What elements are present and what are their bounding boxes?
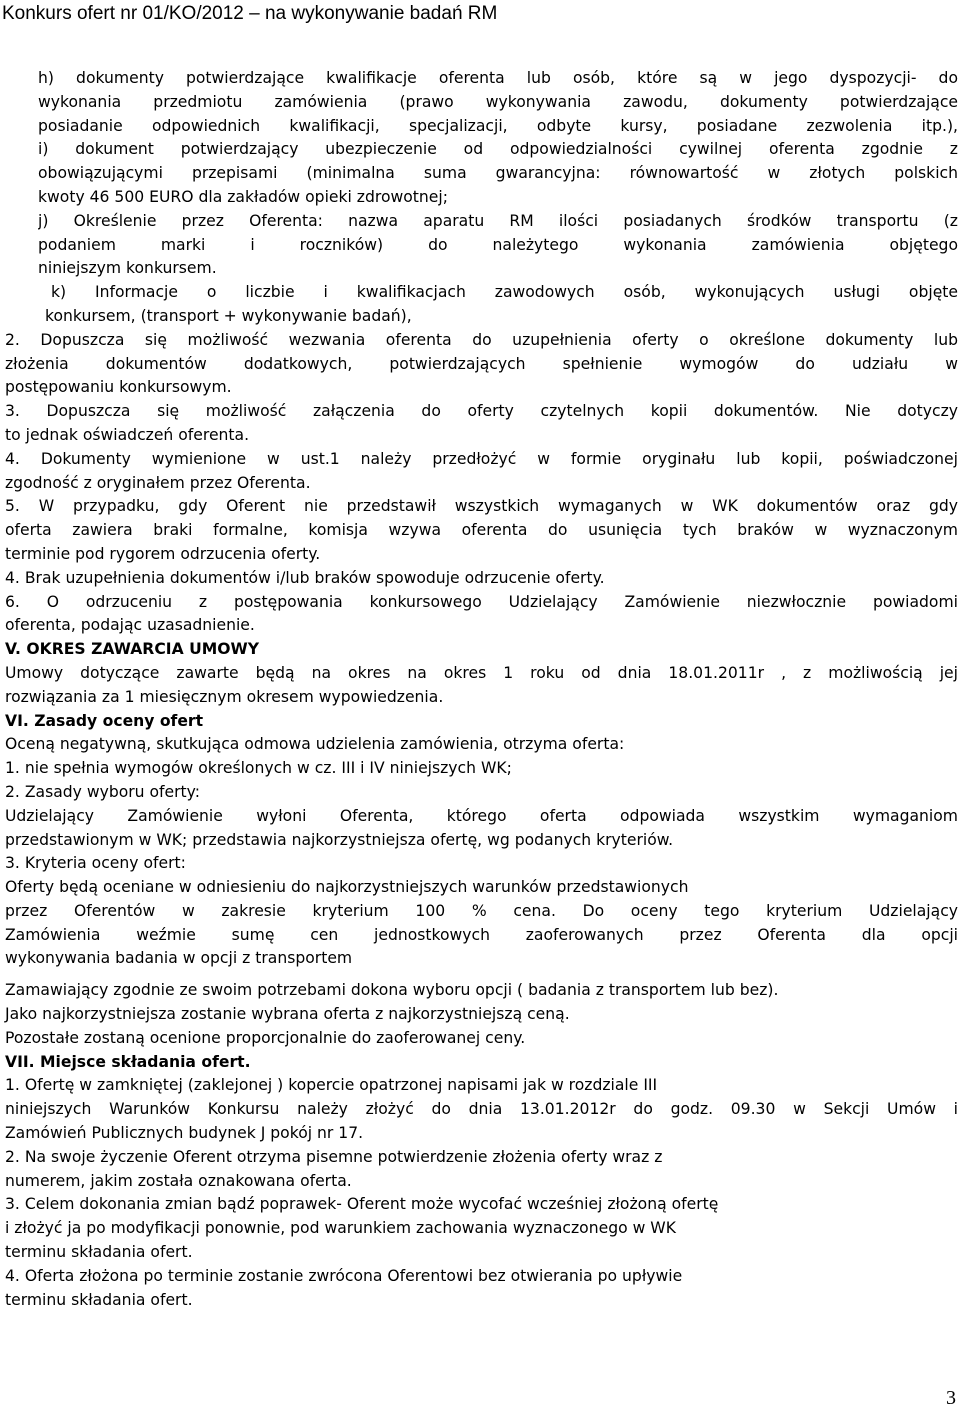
- text-line: oferenta, podając uzasadnienie.: [5, 616, 255, 635]
- text-line: 3. Kryteria oceny ofert:: [5, 854, 186, 873]
- text-line: 1. Ofertę w zamkniętej (zaklejonej ) kopercie opatrzonej napisami jak w rozdziale III: [5, 1076, 658, 1095]
- section-vii: [5, 1051, 958, 1313]
- section-vi: [5, 710, 958, 1051]
- section-v: [5, 638, 958, 709]
- document-header: Konkurs ofert nr 01/KO/2012 – na wykonywanie badań RM: [2, 3, 498, 24]
- text-line: oferta zawiera braki formalne, komisja wzywa oferenta do usunięcia tych braków w wyznaczonym: [5, 521, 958, 540]
- text-line: niniejszych Warunków Konkursu należy złożyć do dnia 13.01.2012r do godz. 09.30 w Sekcji Umów i: [5, 1100, 958, 1119]
- text-line: podaniem marki i roczników) do należytego wykonania zamówienia objętego: [38, 235, 958, 254]
- item-i: [5, 138, 958, 209]
- text-line: 4. Brak uzupełnienia dokumentów i/lub braków spowoduje odrzucenie oferty.: [5, 568, 605, 587]
- text-line: 1. nie spełnia wymogów określonych w cz. III i IV niniejszych WK;: [5, 759, 512, 778]
- point-5: [5, 495, 958, 566]
- text-line: Umowy dotyczące zawarte będą na okres na okres 1 roku od dnia 18.01.2011r , z możliwością jej: [5, 663, 958, 682]
- text-line: przez Oferentów w zakresie kryterium 100 % cena. Do oceny tego kryterium Udzielający: [5, 901, 958, 920]
- section-heading: VI. Zasady oceny ofert: [5, 711, 204, 730]
- text-line: Oceną negatywną, skutkująca odmowa udzielenia zamówienia, otrzyma oferta:: [5, 735, 625, 754]
- text-line: Zamawiający zgodnie ze swoim potrzebami dokona wyboru opcji ( badania z transportem lub bez).: [5, 981, 779, 1000]
- text-line: konkursem, (transport + wykonywanie badań),: [45, 306, 412, 325]
- item-h: [5, 67, 958, 138]
- text-line: Zamówień Publicznych budynek J pokój nr 17.: [5, 1124, 364, 1143]
- text-line: terminu składania ofert.: [5, 1290, 193, 1309]
- text-line: terminu składania ofert.: [5, 1243, 193, 1262]
- text-line: Zamówienia weźmie sumę cen jednostkowych zaoferowanych przez Oferenta dla opcji: [5, 925, 958, 944]
- text-line: j) Określenie przez Oferenta: nazwa aparatu RM ilości posiadanych środków transportu (z: [38, 211, 958, 230]
- point-2: [5, 329, 958, 400]
- text-line: Oferty będą oceniane w odniesieniu do najkorzystniejszych warunków przedstawionych: [5, 878, 689, 897]
- text-line: terminie pod rygorem odrzucenia oferty.: [5, 544, 321, 563]
- point-3: [5, 400, 958, 448]
- text-line: 3. Celem dokonania zmian bądź poprawek- Oferent może wycofać wcześniej złożoną ofertę: [5, 1195, 719, 1214]
- text-line: postępowaniu konkursowym.: [5, 378, 232, 397]
- text-line: to jednak oświadczeń oferenta.: [5, 425, 250, 444]
- point-6: [5, 591, 958, 639]
- point-4: [5, 448, 958, 496]
- text-line: zgodność z oryginałem przez Oferenta.: [5, 473, 311, 492]
- item-k-cont: [5, 305, 958, 329]
- point-4b: [5, 567, 958, 591]
- text-line: 4. Oferta złożona po terminie zostanie zwrócona Oferentowi bez otwierania po upływie: [5, 1266, 683, 1285]
- text-line: Pozostałe zostaną ocenione proporcjonalnie do zaoferowanej ceny.: [5, 1028, 526, 1047]
- text-line: 6. O odrzuceniu z postępowania konkursowego Udzielający Zamówienie niezwłocznie powiadomi: [5, 592, 958, 611]
- text-line: h) dokumenty potwierdzające kwalifikacje oferenta lub osób, które są w jego dyspozycji- do: [38, 69, 958, 87]
- text-line: Udzielający Zamówienie wyłoni Oferenta, którego oferta odpowiada wszystkim wymaganiom: [5, 806, 958, 825]
- text-line: numerem, jakim została oznakowana oferta.: [5, 1171, 352, 1190]
- text-line: 4. Dokumenty wymienione w ust.1 należy przedłożyć w formie oryginału lub kopii, poświadczonej: [5, 449, 958, 468]
- text-line: wykonania przedmiotu zamówienia (prawo wykonywania zawodu, dokumenty potwierdzające: [38, 92, 958, 111]
- text-line: 5. W przypadku, gdy Oferent nie przedstawił wszystkich wymaganych w WK dokumentów oraz gdy: [5, 497, 958, 516]
- item-k: [5, 281, 958, 305]
- text-line: kwoty 46 500 EURO dla zakładów opieki zdrowotnej;: [38, 187, 448, 206]
- text-line: Jako najkorzystniejsza zostanie wybrana oferta z najkorzystniejszą ceną.: [5, 1005, 570, 1024]
- text-line: 2. Dopuszcza się możliwość wezwania oferenta do uzupełnienia oferty o określone dokumenty lub: [5, 330, 958, 349]
- text-line: złożenia dokumentów dodatkowych, potwierdzających spełnienie wymogów do udziału w: [5, 354, 958, 373]
- section-heading: V. OKRES ZAWARCIA UMOWY: [5, 640, 259, 659]
- document-body: [5, 67, 958, 1312]
- text-line: przedstawionym w WK; przedstawia najkorzystniejsza ofertę, wg podanych kryteriów.: [5, 830, 674, 849]
- text-line: i) dokument potwierdzający ubezpieczenie od odpowiedzialności cywilnej oferenta zgodnie z: [38, 140, 958, 159]
- text-line: 3. Dopuszcza się możliwość załączenia do oferty czytelnych kopii dokumentów. Nie dotyczy: [5, 402, 958, 421]
- page-number: 3: [946, 1387, 956, 1409]
- text-line: i złożyć ja po modyfikacji ponownie, pod warunkiem zachowania wyznaczonego w WK: [5, 1219, 676, 1238]
- section-heading: VII. Miejsce składania ofert.: [5, 1052, 251, 1071]
- text-line: posiadanie odpowiednich kwalifikacji, specjalizacji, odbyte kursy, posiadane zezwolenia itp.),: [38, 116, 958, 135]
- text-line: rozwiązania za 1 miesięcznym okresem wypowiedzenia.: [5, 687, 444, 706]
- text-line: obowiązującymi przepisami (minimalna suma gwarancyjna: równowartość w złotych polskich: [38, 164, 958, 183]
- item-j: [5, 210, 958, 281]
- text-line: 2. Na swoje życzenie Oferent otrzyma pisemne potwierdzenie złożenia oferty wraz z: [5, 1147, 663, 1166]
- text-line: k) Informacje o liczbie i kwalifikacjach zawodowych osób, wykonujących usługi objęte: [51, 283, 958, 302]
- text-line: niniejszym konkursem.: [38, 259, 217, 278]
- text-line: wykonywania badania w opcji z transportem: [5, 949, 353, 968]
- text-line: 2. Zasady wyboru oferty:: [5, 782, 201, 801]
